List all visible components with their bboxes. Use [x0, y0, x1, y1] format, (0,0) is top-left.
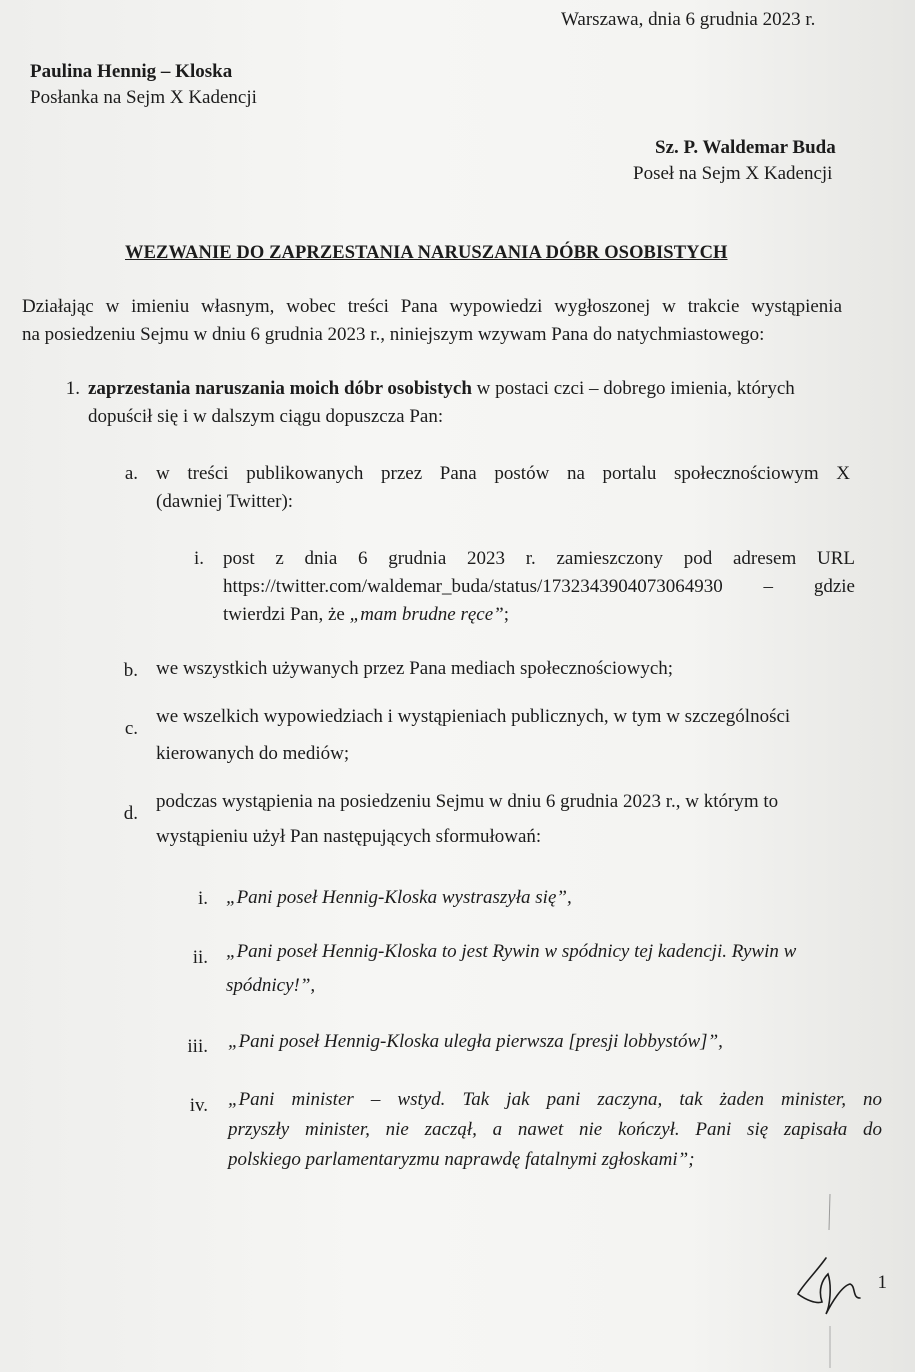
quote-i-line-1: „Pani poseł Hennig-Kloska wystraszyła się”,: [226, 887, 572, 908]
handwritten-initials: [788, 1190, 868, 1370]
item-a-i-line-1: post z dnia 6 grudnia 2023 r. zamieszczony pod adresem URL: [223, 548, 855, 569]
quote-iii-marker: iii.: [187, 1036, 208, 1057]
item-d-line-1: podczas wystąpienia na posiedzeniu Sejmu w dniu 6 grudnia 2023 r., w którym to: [156, 791, 779, 812]
item-a-i-quote: „mam brudne ręce”: [349, 604, 504, 625]
item-a-line-2: (dawniej Twitter):: [156, 491, 294, 512]
place-date: Warszawa, dnia 6 grudnia 2023 r.: [561, 9, 816, 30]
quote-iv-line-2: przyszły minister, nie zaczął, a nawet nie kończył. Pani się zapisała do: [228, 1119, 882, 1140]
item-1-bold-text: zaprzestania naruszania moich dóbr osobistych: [88, 378, 472, 399]
item-1-line-1-rest: w postaci czci – dobrego imienia, których: [471, 378, 795, 399]
intro-line-2: na posiedzeniu Sejmu w dniu 6 grudnia 2023 r., niniejszym wzywam Pana do natychmiastowego:: [22, 324, 765, 345]
item-d-marker: d.: [123, 803, 138, 824]
item-d-line-2: wystąpieniu użył Pan następujących sformułowań:: [156, 826, 542, 847]
recipient-title: Poseł na Sejm X Kadencji: [633, 163, 833, 184]
item-a-marker: a.: [124, 463, 138, 484]
quote-iv-line-3: polskiego parlamentaryzmu naprawdę fatalnymi zgłoskami”;: [228, 1149, 695, 1170]
quote-ii-line-2: spódnicy!”,: [226, 975, 316, 996]
item-c-line-2: kierowanych do mediów;: [156, 743, 350, 764]
item-1-marker: 1.: [65, 378, 80, 399]
item-b-marker: b.: [123, 660, 138, 681]
item-a-line-1: w treści publikowanych przez Pana postów na portalu społecznościowym X: [156, 463, 850, 484]
sender-title: Posłanka na Sejm X Kadencji: [30, 87, 257, 108]
quote-iv-marker: iv.: [189, 1095, 208, 1116]
quote-iv-line-1: „Pani minister – wstyd. Tak jak pani zaczyna, tak żaden minister, no: [228, 1089, 882, 1110]
item-b-line-1: we wszystkich używanych przez Pana mediach społecznościowych;: [156, 658, 674, 679]
item-1-line-1: [88, 375, 795, 403]
item-c-line-1: we wszelkich wypowiedziach i wystąpieniach publicznych, w tym w szczególności: [156, 706, 791, 727]
document-title: WEZWANIE DO ZAPRZESTANIA NARUSZANIA DÓBR OSOBISTYCH: [125, 243, 728, 263]
page-number: 1: [877, 1272, 887, 1293]
quote-ii-line-1: „Pani poseł Hennig-Kloska to jest Rywin w spódnicy tej kadencji. Rywin w: [226, 941, 797, 962]
item-a-i-line-2: https://twitter.com/waldemar_buda/status/1732343904073064930 – gdzie: [223, 576, 855, 597]
quote-i-marker: i.: [197, 888, 208, 909]
item-1-line-2: dopuścił się i w dalszym ciągu dopuszcza Pan:: [88, 406, 444, 427]
item-a-i-line-3: [223, 601, 509, 629]
quote-ii-marker: ii.: [192, 947, 208, 968]
quote-iii-line-1: „Pani poseł Hennig-Kloska uległa pierwsza [presji lobbystów]”,: [228, 1031, 723, 1052]
item-a-i-marker: i.: [193, 548, 204, 569]
intro-line-1: Działając w imieniu własnym, wobec treści Pana wypowiedzi wygłoszonej w trakcie wystąpienia: [22, 296, 842, 317]
sender-name: Paulina Hennig – Kloska: [30, 61, 233, 82]
item-a-i-line-3-suffix: ;: [503, 604, 510, 625]
item-a-i-line-3-prefix: twierdzi Pan, że: [223, 604, 350, 625]
item-c-marker: c.: [124, 718, 138, 739]
recipient-name: Sz. P. Waldemar Buda: [655, 137, 836, 158]
